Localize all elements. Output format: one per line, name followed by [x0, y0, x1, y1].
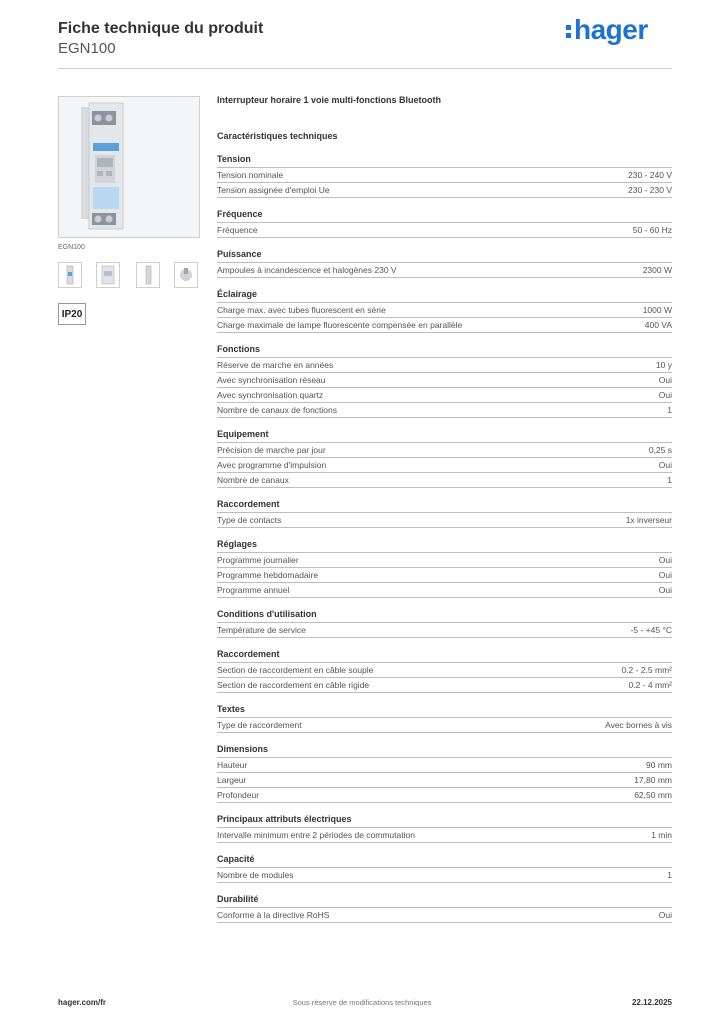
spec-label: Nombre de canaux de fonctions	[217, 405, 338, 415]
spec-row	[217, 183, 672, 198]
spec-label: Charge max. avec tubes fluorescent en série	[217, 305, 386, 315]
spec-value: 1x inverseur	[625, 515, 672, 525]
spec-section	[217, 153, 672, 198]
section-title: Equipement	[217, 428, 672, 443]
spec-value: Oui	[658, 570, 672, 580]
section-title: Tension	[217, 153, 672, 168]
section-title: Réglages	[217, 538, 672, 553]
spec-label: Charge maximale de lampe fluorescente compensée en parallèle	[217, 320, 463, 330]
spec-value: 90 mm	[646, 760, 672, 770]
spec-section	[217, 208, 672, 238]
spec-row	[217, 583, 672, 598]
thumbnail-2[interactable]	[96, 262, 120, 288]
spec-value: Oui	[658, 390, 672, 400]
logo-text: hager	[574, 14, 648, 45]
spec-row	[217, 758, 672, 773]
spec-label: Température de service	[217, 625, 306, 635]
spec-value: 1 min	[651, 830, 672, 840]
spec-label: Hauteur	[217, 760, 248, 770]
section-title: Fonctions	[217, 343, 672, 358]
spec-value: Oui	[658, 555, 672, 565]
spec-row	[217, 443, 672, 458]
spec-content	[217, 95, 672, 933]
spec-value: 17,80 mm	[634, 775, 672, 785]
spec-label: Type de contacts	[217, 515, 282, 525]
spec-section	[217, 648, 672, 693]
spec-value: 1	[667, 475, 672, 485]
spec-section	[217, 813, 672, 843]
spec-section	[217, 248, 672, 278]
spec-label: Ampoules à incandescence et halogènes 230 V	[217, 265, 397, 275]
spec-sections	[217, 153, 672, 923]
section-title: Dimensions	[217, 743, 672, 758]
spec-row	[217, 828, 672, 843]
spec-value: Oui	[658, 460, 672, 470]
spec-row	[217, 788, 672, 803]
spec-value: 230 - 230 V	[628, 185, 672, 195]
spec-value: 0.2 - 4 mm²	[628, 680, 672, 690]
spec-label: Section de raccordement en câble rigide	[217, 680, 370, 690]
spec-value: 50 - 60 Hz	[632, 225, 672, 235]
spec-value: 1	[667, 870, 672, 880]
page-title: Fiche technique du produit	[58, 20, 264, 37]
spec-value: 1000 W	[642, 305, 672, 315]
footer-website[interactable]: hager.com/fr	[58, 998, 107, 1007]
product-lamp-icon	[175, 263, 197, 287]
thumbnail-1[interactable]	[58, 262, 82, 288]
section-title: Principaux attributs électriques	[217, 813, 672, 828]
spec-row	[217, 718, 672, 733]
spec-label: Avec programme d'impulsion	[217, 460, 327, 470]
spec-label: Avec synchronisation quartz	[217, 390, 324, 400]
section-title: Conditions d'utilisation	[217, 608, 672, 623]
spec-section	[217, 498, 672, 528]
product-code: EGN100	[58, 40, 116, 57]
product-image[interactable]	[58, 96, 200, 238]
spec-label: Largeur	[217, 775, 247, 785]
spec-row	[217, 553, 672, 568]
spec-section	[217, 893, 672, 923]
thumbnail-4[interactable]	[174, 262, 198, 288]
spec-label: Programme hebdomadaire	[217, 570, 319, 580]
thumbnail-3[interactable]	[136, 262, 160, 288]
spec-label: Nombre de canaux	[217, 475, 289, 485]
spec-row	[217, 168, 672, 183]
logo-dots-icon	[566, 22, 572, 41]
hager-logo[interactable]	[566, 14, 648, 46]
spec-value: 1	[667, 405, 672, 415]
spec-label: Type de raccordement	[217, 720, 302, 730]
spec-value: Avec bornes à vis	[605, 720, 672, 730]
spec-value: 0.2 - 2.5 mm²	[621, 665, 672, 675]
spec-value: 10 y	[655, 360, 672, 370]
spec-value: Oui	[658, 375, 672, 385]
tech-specs-title: Caractéristiques techniques	[217, 131, 338, 141]
section-title: Raccordement	[217, 648, 672, 663]
spec-row	[217, 773, 672, 788]
spec-label: Tension nominale	[217, 170, 284, 180]
section-title: Textes	[217, 703, 672, 718]
spec-label: Section de raccordement en câble souple	[217, 665, 374, 675]
spec-row	[217, 263, 672, 278]
section-title: Raccordement	[217, 498, 672, 513]
section-title: Capacité	[217, 853, 672, 868]
ip-rating-badge: IP20	[58, 303, 86, 325]
spec-label: Précision de marche par jour	[217, 445, 326, 455]
spec-section	[217, 538, 672, 598]
spec-label: Programme journalier	[217, 555, 299, 565]
spec-row	[217, 678, 672, 693]
spec-section	[217, 608, 672, 638]
spec-label: Fréquence	[217, 225, 258, 235]
spec-label: Intervalle minimum entre 2 périodes de commutation	[217, 830, 415, 840]
spec-row	[217, 318, 672, 333]
spec-section	[217, 743, 672, 803]
footer-date: 22.12.2025	[631, 998, 672, 1007]
spec-row	[217, 403, 672, 418]
spec-section	[217, 428, 672, 488]
spec-label: Profondeur	[217, 790, 260, 800]
product-device-icon	[59, 97, 199, 237]
spec-label: Tension assignée d'emploi Ue	[217, 185, 330, 195]
spec-value: 0,25 s	[648, 445, 672, 455]
spec-value: 2300 W	[642, 265, 672, 275]
spec-row	[217, 663, 672, 678]
spec-row	[217, 473, 672, 488]
section-title: Durabilité	[217, 893, 672, 908]
section-title: Fréquence	[217, 208, 672, 223]
product-front-icon	[59, 263, 81, 287]
section-title: Éclairage	[217, 288, 672, 303]
spec-row	[217, 623, 672, 638]
product-angle-icon	[97, 263, 119, 287]
spec-value: 230 - 240 V	[628, 170, 672, 180]
product-description: Interrupteur horaire 1 voie multi-fonctions Bluetooth	[217, 95, 442, 105]
spec-row	[217, 458, 672, 473]
spec-row	[217, 868, 672, 883]
spec-label: Programme annuel	[217, 585, 290, 595]
spec-value: Oui	[658, 910, 672, 920]
spec-label: Réserve de marche en années	[217, 360, 334, 370]
spec-value: 400 VA	[644, 320, 672, 330]
spec-value: -5 - +45 °C	[630, 625, 672, 635]
image-caption: EGN100	[58, 244, 85, 251]
spec-row	[217, 908, 672, 923]
spec-row	[217, 303, 672, 318]
spec-section	[217, 853, 672, 883]
spec-row	[217, 513, 672, 528]
spec-section	[217, 343, 672, 418]
section-title: Puissance	[217, 248, 672, 263]
spec-label: Avec synchronisation réseau	[217, 375, 326, 385]
spec-row	[217, 388, 672, 403]
spec-label: Nombre de modules	[217, 870, 294, 880]
footer-notice: Sous réserve de modifications techniques	[292, 998, 432, 1007]
spec-row	[217, 568, 672, 583]
spec-section	[217, 703, 672, 733]
spec-value: 62,50 mm	[634, 790, 672, 800]
spec-value: Oui	[658, 585, 672, 595]
spec-row	[217, 373, 672, 388]
product-side-icon	[137, 263, 159, 287]
spec-row	[217, 223, 672, 238]
spec-label: Conforme à la directive RoHS	[217, 910, 330, 920]
spec-section	[217, 288, 672, 333]
spec-row	[217, 358, 672, 373]
header-divider	[58, 68, 672, 69]
